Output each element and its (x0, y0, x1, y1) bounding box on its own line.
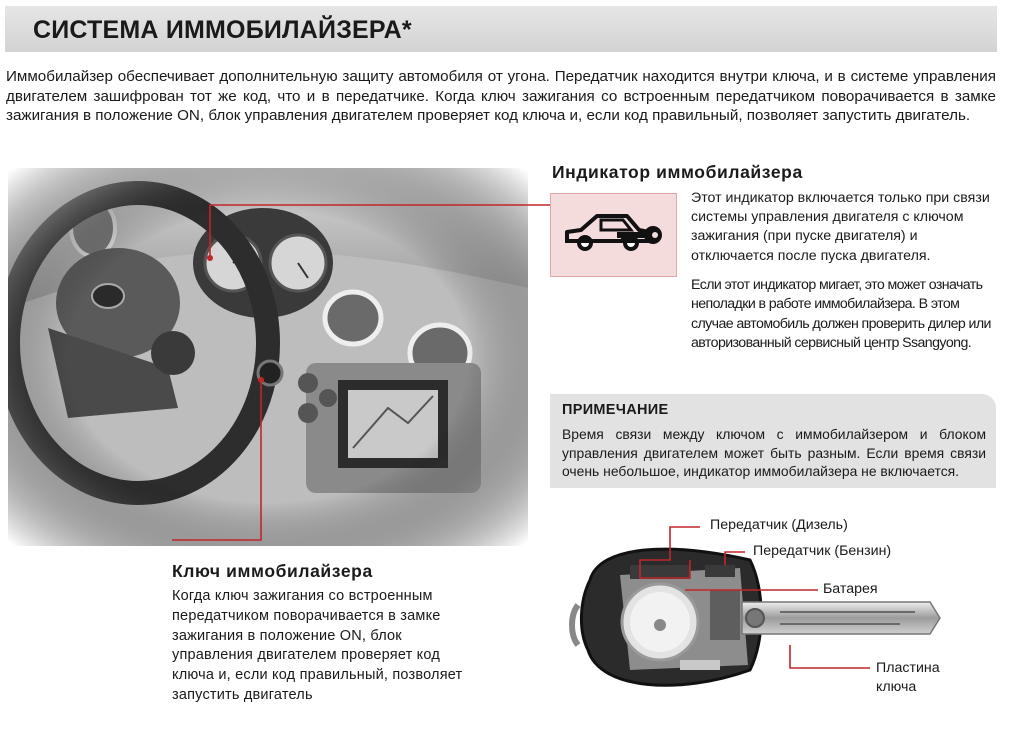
indicator-description (691, 189, 996, 364)
indicator-icon-box (550, 193, 677, 277)
callout-battery: Батарея (823, 581, 878, 597)
page-title: СИСТЕМА ИММОБИЛАЙЗЕРА* (33, 16, 412, 44)
key-heading: Ключ иммобилайзера (172, 561, 373, 581)
note-title: ПРИМЕЧАНИЕ (562, 402, 669, 418)
note-text: Время связи между ключом с иммобилайзером и блоком управления двигателем может быть разным. Если время связи очень небольшое, индикатор иммобилайзера не включается. (562, 426, 986, 479)
note-box (550, 394, 996, 488)
callout-transmitter-diesel: Передатчик (Дизель) (710, 517, 848, 533)
intro-paragraph: Иммобилайзер обеспечивает дополнительную защиту автомобиля от угона. Передатчик находится внутри ключа, и в системе управления двигателем зашифрован тот же код, что и в передатчике. Когда ключ зажигания со встроенным передатчиком поворачивается в замке зажигания в положение ON, блок управления двигателем проверяет код ключа и, если код правильный, позволяет запустить двигатель. (6, 68, 996, 124)
title-bar (5, 6, 997, 52)
callout-key-plate: Пластина ключа (876, 660, 940, 695)
car-key-warning-icon (551, 194, 676, 276)
key-description: Когда ключ зажигания со встроенным передатчиком поворачивается в замке зажигания в положение ON, блок управления двигателем проверяет код ключа и, если код правильный, позволяет запустить двигатель (172, 588, 463, 703)
indicator-heading: Индикатор иммобилайзера (552, 162, 803, 182)
dashboard-photo (8, 168, 528, 546)
callout-transmitter-petrol: Передатчик (Бензин) (753, 543, 892, 559)
indicator-text-1: Этот индикатор включается только при связи системы управления двигателя с ключом зажигания (при пуске двигателя) и отключается после пуска двигателя. (691, 190, 990, 264)
indicator-text-2: Если этот индикатор мигает, это может означать неполадки в работе иммобилайзера. В этом случае автомобиль должен проверить дилер или авторизованный сервисный центр Ssangyong. (691, 276, 991, 352)
